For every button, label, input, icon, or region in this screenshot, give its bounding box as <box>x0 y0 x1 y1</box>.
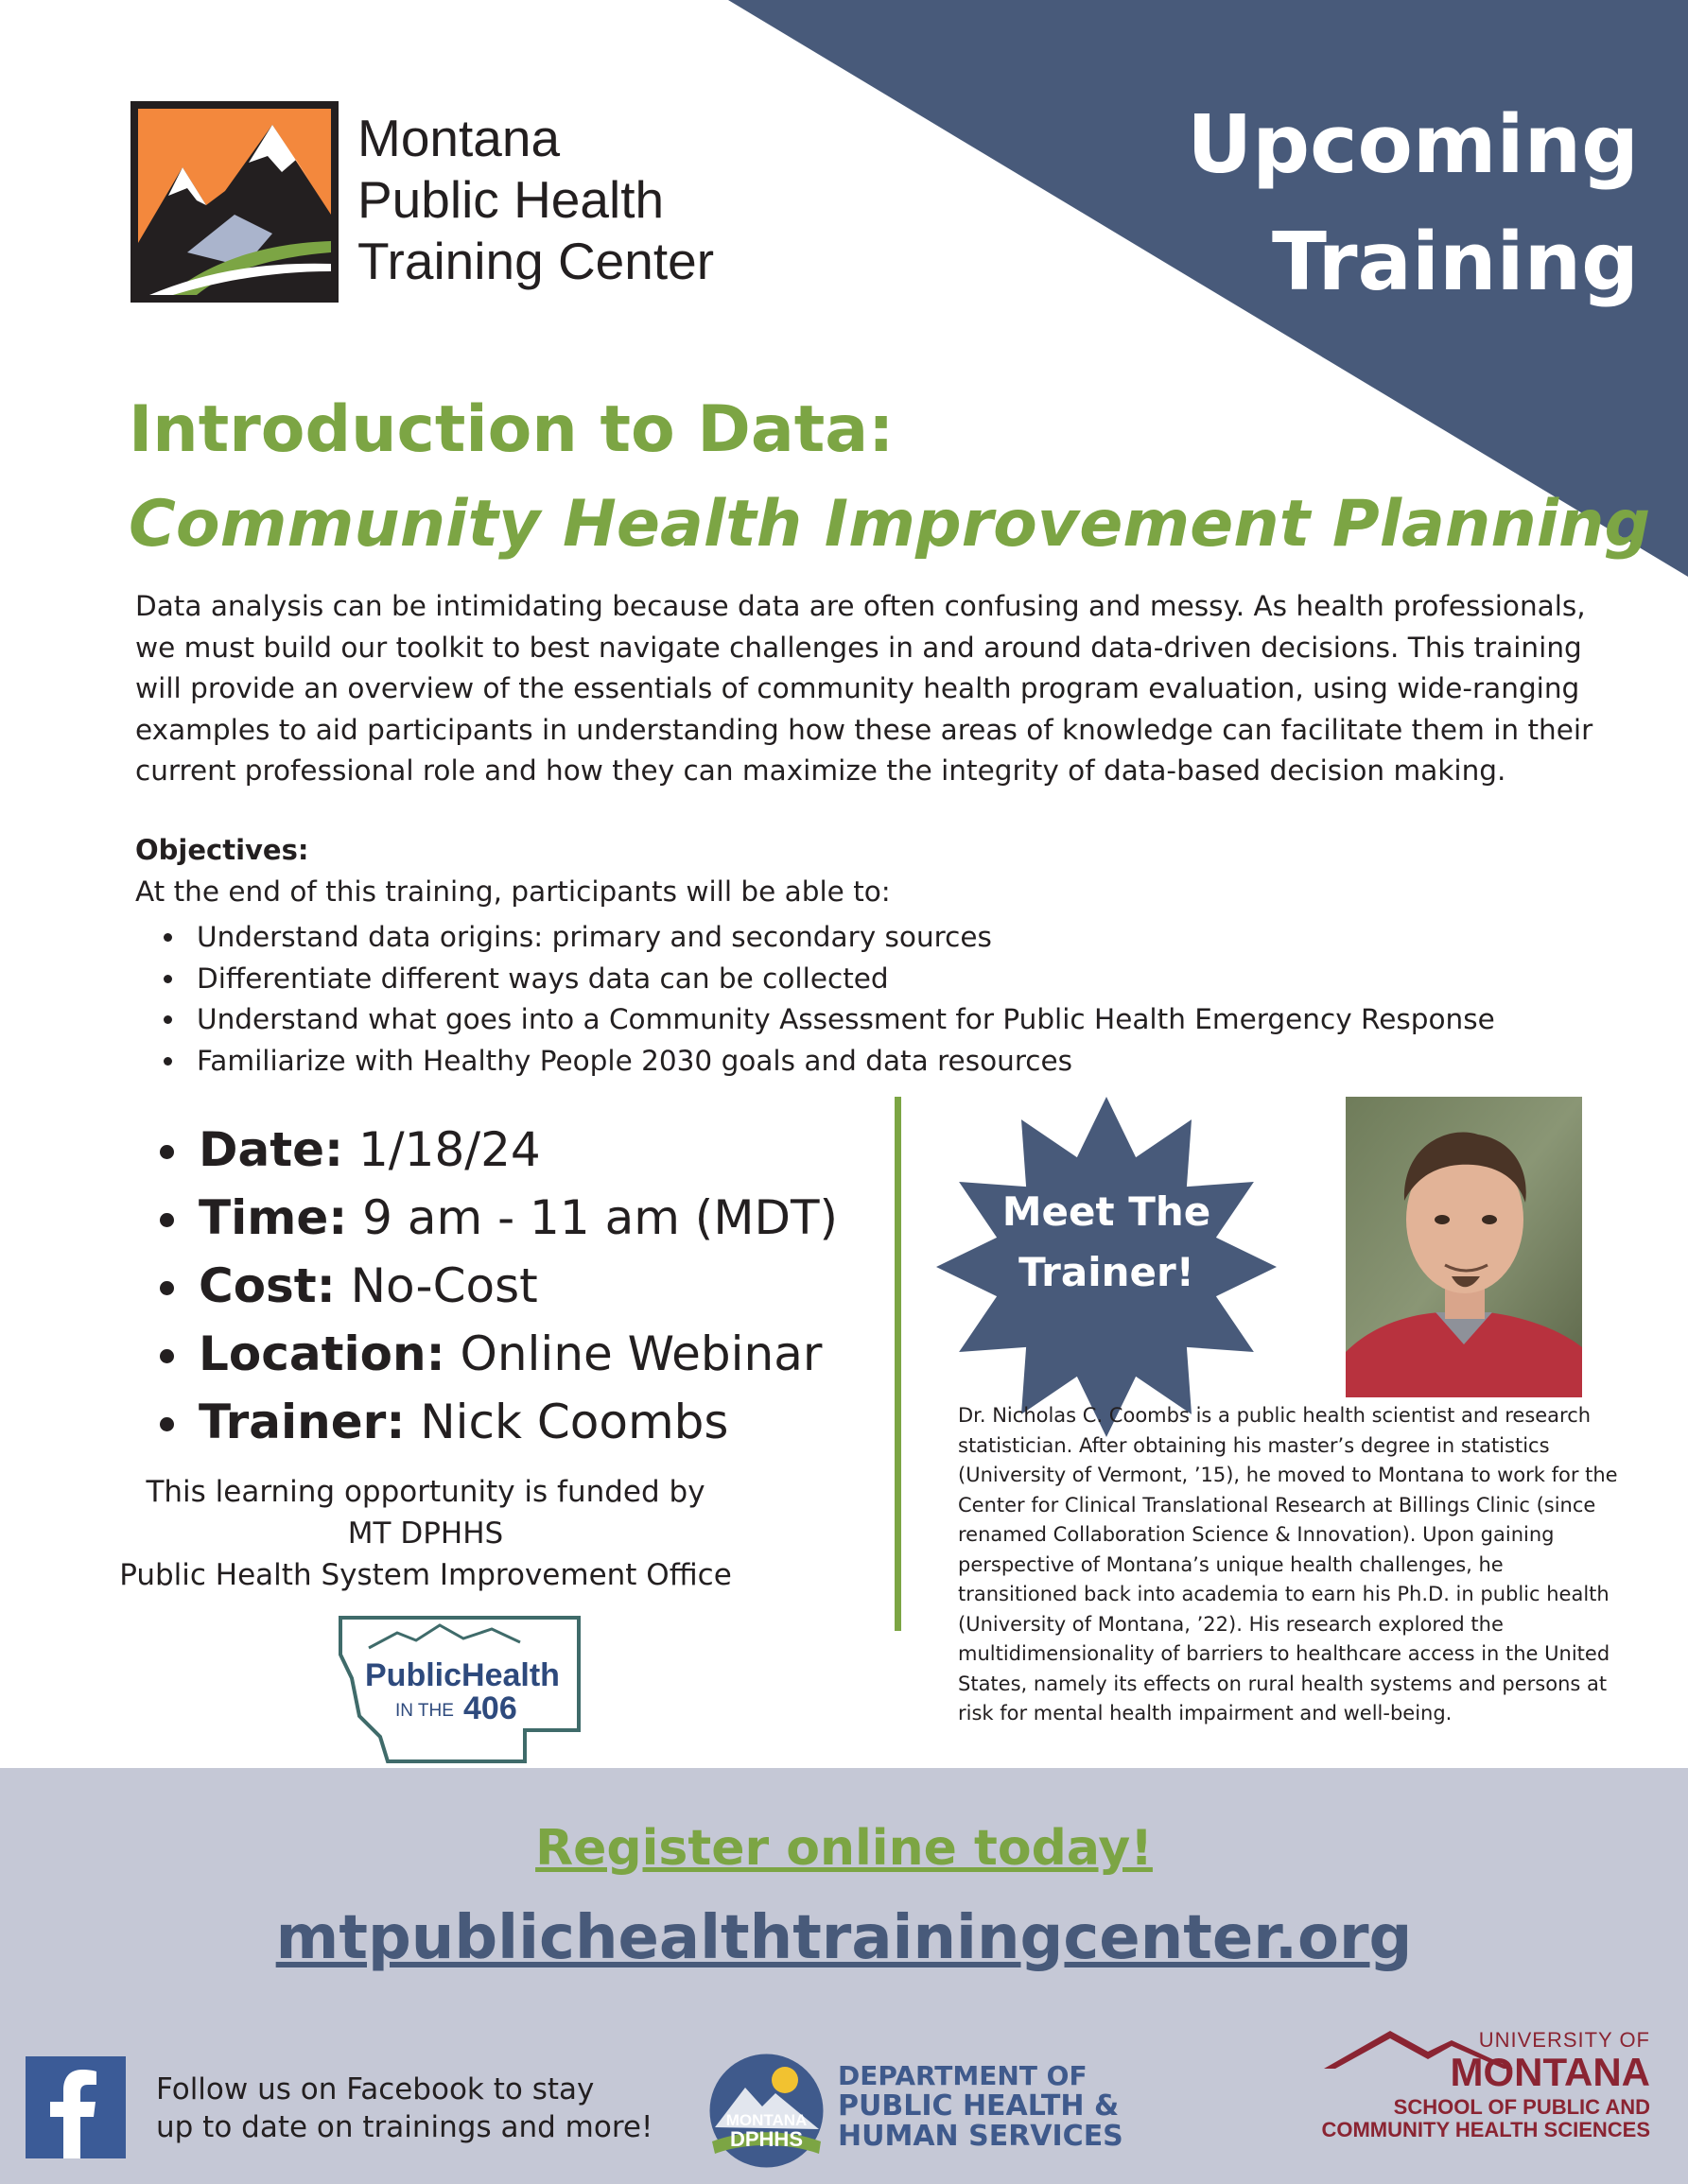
detail-label: Cost: <box>199 1258 336 1313</box>
detail-value: 1/18/24 <box>357 1122 541 1177</box>
trainer-bio: Dr. Nicholas C. Coombs is a public health scientist and research statistician. After obtaining his master’s degree in statistics (University of Vermont, ’15), he moved to Montana to work for the Center for Clinical Translational Research at Billings Clinic (since renamed Collaboration Science & Innovation). Upon gaining perspective of Montana’s unique health challenges, he transitioned back into academia to earn his Ph.D. in public health (University of Montana, ’22). His research explored the multidimensionality of barriers to healthcare access in the United States, namely its effects on rural health systems and persons at risk for mental health impairment and well-being. <box>958 1404 1618 1725</box>
montana-state-icon <box>331 1612 586 1768</box>
objectives-list <box>161 917 1495 1082</box>
um-line-3: SCHOOL OF PUBLIC AND <box>1393 2095 1650 2119</box>
ph406-title: PublicHealth <box>365 1657 560 1693</box>
intro-paragraph: Data analysis can be intimidating because data are often confusing and messy. As health professionals, we must build our toolkit to best navigate challenges in and around data-driven decisions. This training will provide an overview of the essentials of community health program evaluation, using wide-ranging examples to aid participants in understanding how these areas of knowledge can facilitate them in their current professional role and how they can maximize the integrity of data-based decision making. <box>135 590 1593 787</box>
detail-value: No-Cost <box>350 1258 538 1313</box>
um-logo <box>1267 2028 1650 2141</box>
dphhs-wordmark <box>838 2061 1123 2152</box>
detail-label: Time: <box>199 1190 348 1245</box>
objective-item: • Familiarize with Healthy People 2030 goals and data resources <box>187 1041 1495 1083</box>
dphhs-line-1: DEPARTMENT OF <box>838 2060 1088 2091</box>
meet-trainer-line-1: Meet The <box>1001 1188 1211 1235</box>
mountain-logo-icon <box>131 101 339 303</box>
register-link[interactable]: Register online today! <box>535 1820 1153 1877</box>
banner-line-2: Training <box>1271 216 1639 309</box>
detail-value: Nick Coombs <box>420 1395 729 1449</box>
meet-trainer-label <box>965 1182 1248 1303</box>
column-divider <box>895 1097 901 1631</box>
trainer-photo <box>1346 1097 1582 1397</box>
logo-line-3: Training Center <box>357 232 715 290</box>
um-school <box>1267 2096 1650 2141</box>
logo-wordmark <box>357 108 714 292</box>
detail-trainer <box>195 1388 838 1456</box>
funding-note <box>113 1471 738 1596</box>
detail-label: Trainer: <box>199 1395 406 1449</box>
page-title: Introduction to Data: <box>129 392 895 467</box>
facebook-line-1: Follow us on Facebook to stay <box>156 2072 595 2106</box>
banner-title <box>1187 87 1639 321</box>
dphhs-line-3: HUMAN SERVICES <box>838 2120 1123 2153</box>
dphhs-line-2: PUBLIC HEALTH & <box>838 2089 1120 2123</box>
funding-line-1: This learning opportunity is funded by <box>146 1475 705 1509</box>
ph406-number: 406 <box>463 1690 517 1726</box>
event-details <box>142 1116 838 1456</box>
dphhs-badge-line-1: MONTANA <box>725 2111 808 2129</box>
objective-item: • Differentiate different ways data can be collected <box>187 959 1495 1000</box>
meet-trainer-line-2: Trainer! <box>1018 1249 1194 1295</box>
objectives-title: Objectives: <box>135 834 309 866</box>
objectives-lead: At the end of this training, participants will be able to: <box>135 875 891 908</box>
logo-line-2: Public Health <box>357 170 665 229</box>
logo-line-1: Montana <box>357 109 561 167</box>
detail-label: Location: <box>199 1326 445 1381</box>
page-subtitle: Community Health Improvement Planning <box>129 487 1651 562</box>
funding-line-3: Public Health System Improvement Office <box>119 1558 732 1592</box>
facebook-icon[interactable] <box>26 2056 126 2158</box>
detail-cost <box>195 1252 838 1320</box>
facebook-line-2: up to date on trainings and more! <box>156 2110 653 2144</box>
dphhs-badge-line-2: DPHHS <box>729 2127 804 2151</box>
detail-value: 9 am - 11 am (MDT) <box>362 1190 839 1245</box>
detail-date <box>195 1116 838 1184</box>
objective-item: • Understand data origins: primary and secondary sources <box>187 917 1495 959</box>
objective-item: • Understand what goes into a Community Assessment for Public Health Emergency Response <box>187 999 1495 1041</box>
detail-time <box>195 1184 838 1252</box>
detail-location <box>195 1320 838 1388</box>
banner-line-1: Upcoming <box>1187 98 1639 192</box>
detail-value: Online Webinar <box>460 1326 823 1381</box>
dphhs-logo <box>707 2052 826 2170</box>
website-link[interactable]: mtpublichealthtrainingcenter.org <box>275 1903 1413 1973</box>
um-line-1: UNIVERSITY OF <box>1478 2028 1650 2052</box>
ph406-in-the: IN THE <box>395 1701 454 1721</box>
detail-label: Date: <box>199 1122 344 1177</box>
um-line-2: MONTANA <box>1450 2050 1650 2094</box>
funding-line-2: MT DPHHS <box>347 1517 504 1551</box>
facebook-follow-text <box>156 2071 653 2146</box>
um-line-4: COMMUNITY HEALTH SCIENCES <box>1321 2118 1650 2141</box>
